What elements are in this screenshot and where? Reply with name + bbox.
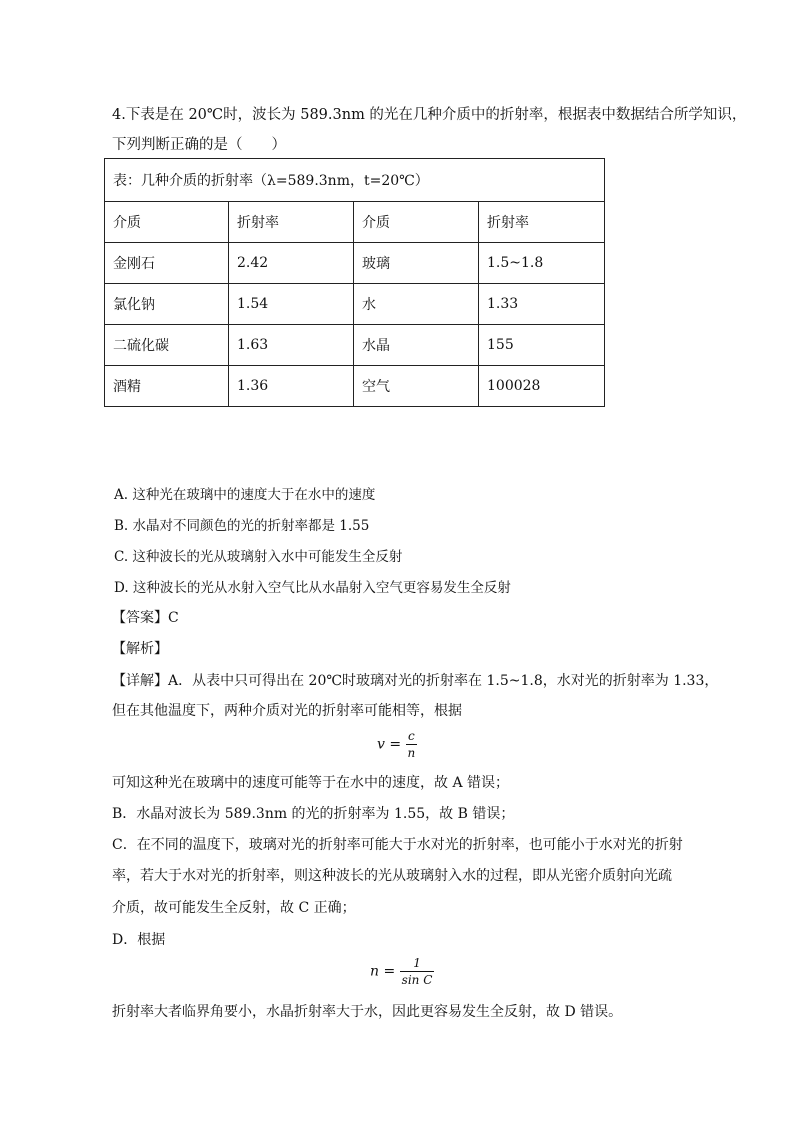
- table-caption: 表：几种介质的折射率（λ=589.3nm，t=20℃）: [105, 159, 605, 202]
- table-cell: 1.54: [229, 284, 354, 325]
- header-cell: 介质: [105, 202, 229, 243]
- table-cell: 1.5~1.8: [479, 243, 605, 284]
- option-d: D. 这种波长的光从水射入空气比从水晶射入空气更容易发生全反射: [114, 580, 511, 596]
- table-cell: 氯化钠: [105, 284, 229, 325]
- answer: 【答案】C: [112, 610, 179, 626]
- detail-a-line-2: 但在其他温度下，两种介质对光的折射率可能相等，根据: [112, 703, 462, 719]
- header-cell: 介质: [354, 202, 479, 243]
- formula-velocity: [377, 728, 417, 761]
- fraction-denominator: n: [407, 746, 416, 760]
- formula-critical-angle: [370, 955, 434, 988]
- option-c: C. 这种波长的光从玻璃射入水中可能发生全反射: [114, 549, 403, 565]
- table-row: [105, 243, 605, 284]
- table-row: [105, 366, 605, 407]
- table-cell: 玻璃: [354, 243, 479, 284]
- detail-c-line-2: 率，若大于水对光的折射率，则这种波长的光从玻璃射入水的过程，即从光密介质射向光疏: [112, 868, 672, 884]
- detail-a-line-3: 可知这种光在玻璃中的速度可能等于在水中的速度，故 A 错误；: [112, 775, 510, 791]
- table-header-row: [105, 202, 605, 243]
- fraction-denominator: sin C: [401, 973, 433, 987]
- detail-d-line-2: 折射率大者临界角要小，水晶折射率大于水，因此更容易发生全反射，故 D 错误。: [112, 1004, 623, 1020]
- analysis-label: 【解析】: [112, 641, 168, 657]
- table-row: [105, 325, 605, 366]
- table-cell: 水晶: [354, 325, 479, 366]
- table-cell: 二硫化碳: [105, 325, 229, 366]
- fraction-numerator: 1: [400, 955, 435, 972]
- table-cell: 2.42: [229, 243, 354, 284]
- table-cell: 空气: [354, 366, 479, 407]
- table-cell: 1.36: [229, 366, 354, 407]
- formula-left: v =: [377, 736, 402, 753]
- table-cell: 1.33: [479, 284, 605, 325]
- header-cell: 折射率: [229, 202, 354, 243]
- question-line-2: 下列判断正确的是（ ）: [112, 137, 286, 153]
- detail-d-line-1: D．根据: [112, 932, 166, 948]
- table-cell: 100028: [479, 366, 605, 407]
- table-cell: 水: [354, 284, 479, 325]
- option-b: B. 水晶对不同颜色的光的折射率都是 1.55: [114, 518, 370, 534]
- question-line-1: 4.下表是在 20℃时，波长为 589.3nm 的光在几种介质中的折射率，根据表中数据结合所学知识，: [112, 107, 747, 123]
- fraction: [406, 728, 418, 761]
- detail-c-line-3: 介质，故可能发生全反射，故 C 正确；: [112, 900, 356, 916]
- detail-c-line-1: C．在不同的温度下，玻璃对光的折射率可能大于水对光的折射率，也可能小于水对光的折射: [112, 837, 683, 853]
- table-cell: 155: [479, 325, 605, 366]
- option-a: A. 这种光在玻璃中的速度大于在水中的速度: [114, 487, 376, 503]
- refractive-index-table: [104, 158, 605, 407]
- table-row: [105, 284, 605, 325]
- table-cell: 金刚石: [105, 243, 229, 284]
- table-cell: 1.63: [229, 325, 354, 366]
- header-cell: 折射率: [479, 202, 605, 243]
- detail-b-line-1: B．水晶对波长为 589.3nm 的光的折射率为 1.55，故 B 错误；: [112, 806, 515, 822]
- fraction-numerator: c: [406, 728, 418, 745]
- formula-left: n =: [370, 963, 396, 980]
- table-cell: 酒精: [105, 366, 229, 407]
- fraction: [400, 955, 435, 988]
- detail-a-line-1: 【详解】A．从表中只可得出在 20℃时玻璃对光的折射率在 1.5~1.8，水对光的折射率为 1.33，: [112, 673, 719, 689]
